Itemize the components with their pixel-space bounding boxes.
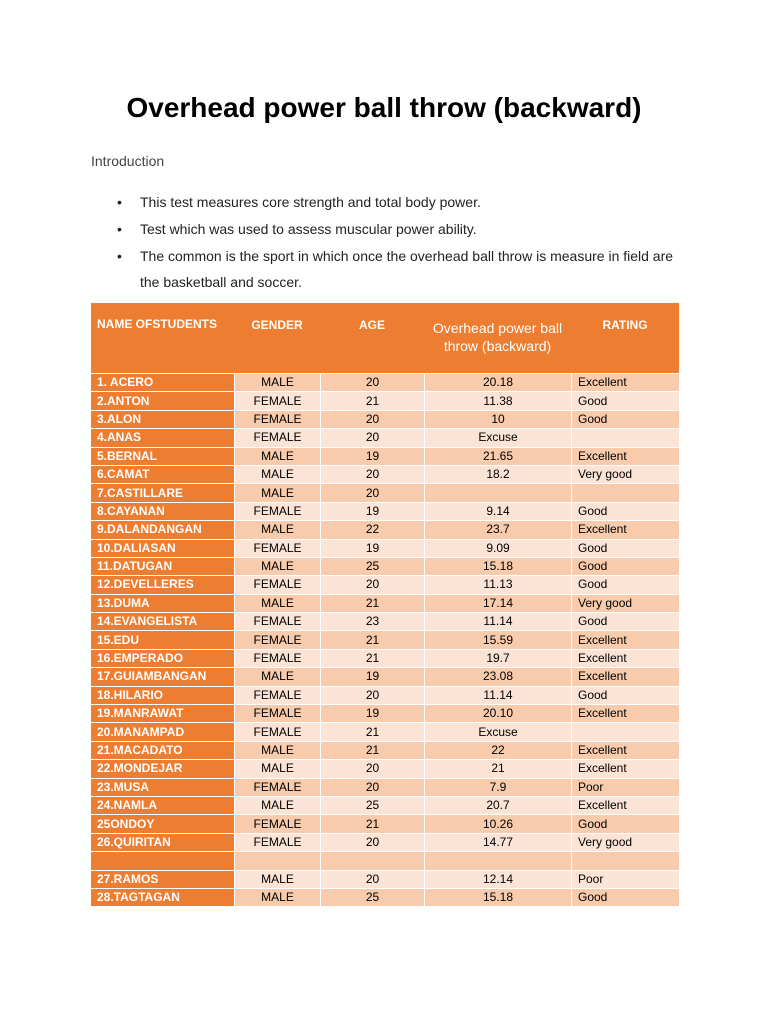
cell-age: 20 — [320, 870, 424, 888]
cell-throw — [424, 483, 571, 501]
cell-rating: Very good — [571, 833, 679, 851]
cell-throw: 21.65 — [424, 447, 571, 465]
cell-rating — [571, 428, 679, 446]
cell-throw: 9.14 — [424, 502, 571, 520]
cell-gender: MALE — [234, 759, 320, 777]
table-row — [91, 520, 679, 538]
table-row — [91, 539, 679, 557]
cell-name: 18.HILARIO — [91, 686, 234, 704]
cell-name: 25ONDOY — [91, 814, 234, 832]
cell-rating: Good — [571, 502, 679, 520]
cell-name: 8.CAYANAN — [91, 502, 234, 520]
cell-throw: 23.7 — [424, 520, 571, 538]
cell-rating: Excellent — [571, 520, 679, 538]
cell-throw: 9.09 — [424, 539, 571, 557]
table-row — [91, 502, 679, 520]
cell-throw: 10 — [424, 410, 571, 428]
table-row — [91, 465, 679, 483]
cell-name: 7.CASTILLARE — [91, 483, 234, 501]
cell-throw: 20.7 — [424, 796, 571, 814]
cell-throw — [424, 851, 571, 869]
table-row — [91, 722, 679, 740]
bullet-item: • The common is the sport in which once the overhead ball throw is measure in field are the basketball and soccer. — [91, 243, 691, 295]
table-row — [91, 575, 679, 593]
cell-gender: MALE — [234, 796, 320, 814]
table-row — [91, 704, 679, 722]
cell-gender: FEMALE — [234, 391, 320, 409]
table-row — [91, 373, 679, 391]
page-title: Overhead power ball throw (backward) — [126, 92, 642, 123]
table-row — [91, 649, 679, 667]
cell-name — [91, 851, 234, 869]
cell-gender: FEMALE — [234, 410, 320, 428]
cell-name: 13.DUMA — [91, 594, 234, 612]
cell-rating — [571, 483, 679, 501]
cell-throw: 11.38 — [424, 391, 571, 409]
cell-name: 1. ACERO — [91, 373, 234, 391]
results-table — [91, 303, 679, 906]
cell-age: 20 — [320, 483, 424, 501]
cell-age: 21 — [320, 722, 424, 740]
cell-rating: Excellent — [571, 447, 679, 465]
cell-gender: FEMALE — [234, 502, 320, 520]
cell-throw: 14.77 — [424, 833, 571, 851]
cell-throw: Excuse — [424, 722, 571, 740]
cell-throw: 19.7 — [424, 649, 571, 667]
table-row — [91, 686, 679, 704]
cell-gender: MALE — [234, 520, 320, 538]
cell-name: 10.DALIASAN — [91, 539, 234, 557]
cell-throw: 23.08 — [424, 667, 571, 685]
cell-rating: Good — [571, 686, 679, 704]
cell-rating: Excellent — [571, 741, 679, 759]
table-header-row — [91, 303, 679, 373]
cell-throw: 15.18 — [424, 557, 571, 575]
cell-age: 25 — [320, 557, 424, 575]
cell-throw: 18.2 — [424, 465, 571, 483]
cell-name: 12.DEVELLERES — [91, 575, 234, 593]
cell-name: 19.MANRAWAT — [91, 704, 234, 722]
cell-name: 16.EMPERADO — [91, 649, 234, 667]
cell-age: 20 — [320, 373, 424, 391]
cell-name: 24.NAMLA — [91, 796, 234, 814]
cell-age: 23 — [320, 612, 424, 630]
cell-age: 21 — [320, 594, 424, 612]
cell-throw: 12.14 — [424, 870, 571, 888]
cell-gender: MALE — [234, 888, 320, 906]
column-header-name: NAME OFSTUDENTS — [91, 303, 234, 373]
cell-age: 25 — [320, 888, 424, 906]
cell-rating: Good — [571, 410, 679, 428]
cell-age: 21 — [320, 814, 424, 832]
cell-name: 14.EVANGELISTA — [91, 612, 234, 630]
cell-gender: MALE — [234, 870, 320, 888]
cell-age: 21 — [320, 630, 424, 648]
cell-throw: 11.14 — [424, 612, 571, 630]
cell-name: 23.MUSA — [91, 778, 234, 796]
table-row — [91, 612, 679, 630]
cell-name: 2.ANTON — [91, 391, 234, 409]
table-row — [91, 759, 679, 777]
cell-rating: Good — [571, 888, 679, 906]
cell-age: 20 — [320, 778, 424, 796]
bullet-list — [91, 189, 691, 296]
cell-age: 19 — [320, 502, 424, 520]
cell-rating — [571, 722, 679, 740]
cell-age: 21 — [320, 741, 424, 759]
table-row — [91, 428, 679, 446]
table-body — [91, 373, 679, 906]
cell-rating: Very good — [571, 465, 679, 483]
cell-gender: FEMALE — [234, 428, 320, 446]
cell-gender: FEMALE — [234, 630, 320, 648]
cell-age: 20 — [320, 686, 424, 704]
cell-age — [320, 851, 424, 869]
cell-name: 17.GUIAMBANGAN — [91, 667, 234, 685]
cell-name: 9.DALANDANGAN — [91, 520, 234, 538]
cell-gender: MALE — [234, 465, 320, 483]
cell-age: 19 — [320, 704, 424, 722]
column-header-age: AGE — [320, 303, 424, 373]
cell-age: 20 — [320, 575, 424, 593]
table-row — [91, 851, 679, 869]
cell-gender: FEMALE — [234, 814, 320, 832]
table-row — [91, 833, 679, 851]
cell-gender — [234, 851, 320, 869]
table-row — [91, 630, 679, 648]
cell-gender: FEMALE — [234, 704, 320, 722]
cell-throw: 22 — [424, 741, 571, 759]
cell-throw: 15.59 — [424, 630, 571, 648]
cell-throw: 15.18 — [424, 888, 571, 906]
table-row — [91, 447, 679, 465]
cell-rating — [571, 851, 679, 869]
cell-rating: Good — [571, 557, 679, 575]
cell-gender: FEMALE — [234, 686, 320, 704]
cell-rating: Excellent — [571, 796, 679, 814]
table-row — [91, 594, 679, 612]
cell-age: 19 — [320, 667, 424, 685]
table-row — [91, 557, 679, 575]
cell-throw: Excuse — [424, 428, 571, 446]
bullet-item: • This test measures core strength and total body power. — [91, 189, 691, 215]
cell-age: 20 — [320, 428, 424, 446]
cell-name: 6.CAMAT — [91, 465, 234, 483]
cell-name: 28.TAGTAGAN — [91, 888, 234, 906]
cell-rating: Poor — [571, 870, 679, 888]
cell-rating: Excellent — [571, 759, 679, 777]
table-row — [91, 814, 679, 832]
cell-rating: Excellent — [571, 630, 679, 648]
cell-name: 5.BERNAL — [91, 447, 234, 465]
bullet-item: • Test which was used to assess muscular power ability. — [91, 216, 691, 242]
column-header-throw: Overhead power ball throw (backward) — [424, 303, 571, 373]
cell-name: 3.ALON — [91, 410, 234, 428]
table-row — [91, 778, 679, 796]
cell-gender: MALE — [234, 741, 320, 759]
cell-name: 21.MACADATO — [91, 741, 234, 759]
cell-gender: MALE — [234, 594, 320, 612]
cell-throw: 7.9 — [424, 778, 571, 796]
cell-gender: FEMALE — [234, 649, 320, 667]
cell-throw: 10.26 — [424, 814, 571, 832]
cell-gender: MALE — [234, 447, 320, 465]
table-row — [91, 870, 679, 888]
cell-throw: 11.14 — [424, 686, 571, 704]
column-header-gender: GENDER — [234, 303, 320, 373]
cell-name: 20.MANAMPAD — [91, 722, 234, 740]
cell-name: 22.MONDEJAR — [91, 759, 234, 777]
column-header-rating: RATING — [571, 303, 679, 373]
cell-age: 21 — [320, 391, 424, 409]
cell-name: 4.ANAS — [91, 428, 234, 446]
table-row — [91, 667, 679, 685]
cell-throw: 21 — [424, 759, 571, 777]
cell-gender: FEMALE — [234, 778, 320, 796]
cell-age: 20 — [320, 833, 424, 851]
cell-rating: Excellent — [571, 649, 679, 667]
table-row — [91, 391, 679, 409]
cell-age: 20 — [320, 410, 424, 428]
cell-gender: FEMALE — [234, 833, 320, 851]
cell-rating: Excellent — [571, 667, 679, 685]
table-row — [91, 888, 679, 906]
cell-throw: 20.18 — [424, 373, 571, 391]
cell-age: 20 — [320, 759, 424, 777]
cell-rating: Poor — [571, 778, 679, 796]
cell-name: 15.EDU — [91, 630, 234, 648]
cell-age: 21 — [320, 649, 424, 667]
table-row — [91, 741, 679, 759]
cell-rating: Excellent — [571, 704, 679, 722]
cell-age: 19 — [320, 539, 424, 557]
table-row — [91, 410, 679, 428]
cell-name: 27.RAMOS — [91, 870, 234, 888]
table-row — [91, 796, 679, 814]
cell-rating: Excellent — [571, 373, 679, 391]
cell-rating: Good — [571, 612, 679, 630]
cell-age: 25 — [320, 796, 424, 814]
cell-rating: Very good — [571, 594, 679, 612]
cell-gender: MALE — [234, 667, 320, 685]
table-row — [91, 483, 679, 501]
cell-gender: FEMALE — [234, 612, 320, 630]
cell-throw: 11.13 — [424, 575, 571, 593]
cell-name: 11.DATUGAN — [91, 557, 234, 575]
intro-heading: Introduction — [91, 153, 165, 169]
cell-throw: 17.14 — [424, 594, 571, 612]
cell-rating: Good — [571, 814, 679, 832]
cell-gender: MALE — [234, 373, 320, 391]
cell-gender: MALE — [234, 483, 320, 501]
cell-age: 19 — [320, 447, 424, 465]
cell-gender: MALE — [234, 557, 320, 575]
cell-rating: Good — [571, 391, 679, 409]
cell-gender: FEMALE — [234, 575, 320, 593]
cell-name: 26.QUIRITAN — [91, 833, 234, 851]
cell-age: 20 — [320, 465, 424, 483]
cell-rating: Good — [571, 539, 679, 557]
cell-age: 22 — [320, 520, 424, 538]
cell-gender: FEMALE — [234, 539, 320, 557]
cell-gender: FEMALE — [234, 722, 320, 740]
cell-throw: 20.10 — [424, 704, 571, 722]
cell-rating: Good — [571, 575, 679, 593]
